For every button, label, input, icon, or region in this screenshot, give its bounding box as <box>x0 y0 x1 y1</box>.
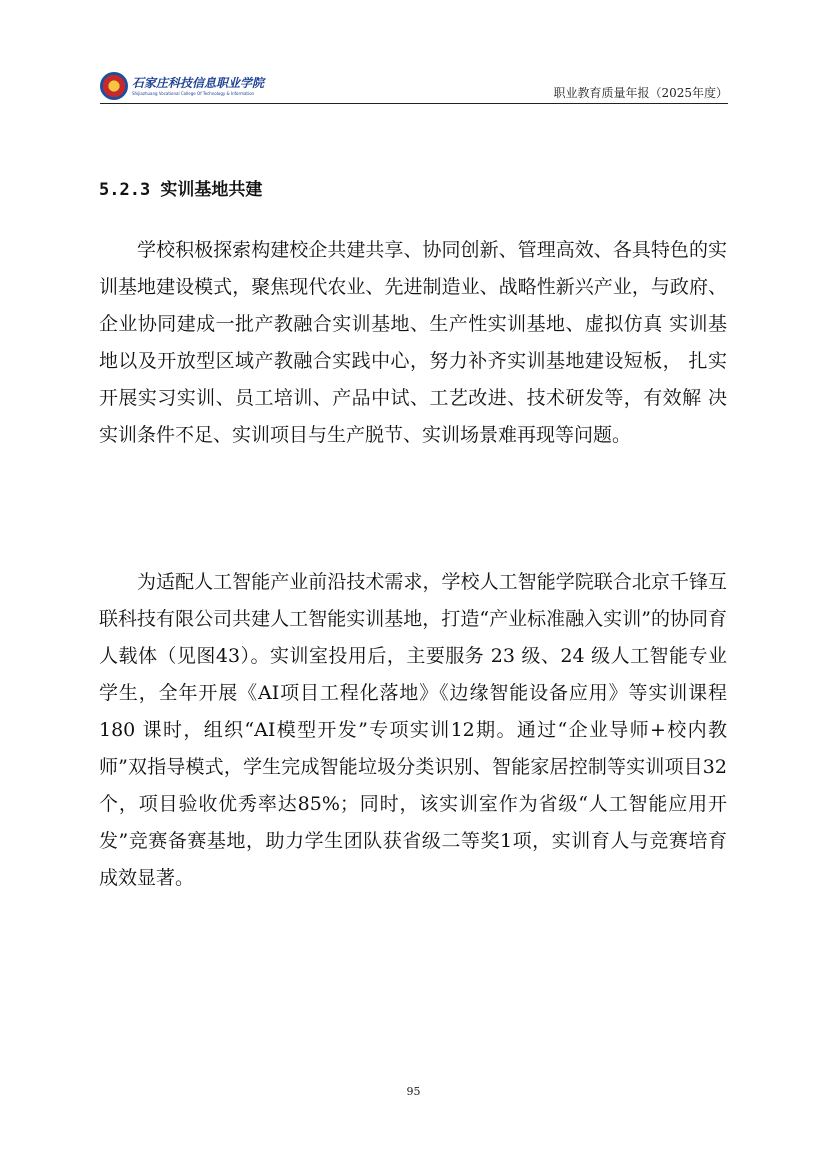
logo-chinese-name: 石家庄科技信息职业学院 <box>132 75 265 90</box>
logo-english-name: Shijiazhuang Vocational College Of Technology & Information <box>132 90 255 96</box>
college-seal-icon <box>100 72 128 100</box>
page-header <box>100 70 728 103</box>
college-logo <box>100 70 265 102</box>
body-paragraph-1: 学校积极探索构建校企共建共享、协同创新、管理高效、各具特色的实训基地建设模式，聚焦现代农业、先进制造业、战略性新兴产业，与政府、企业协同建成一批产教融合实训基地、生产性实训基地、虚拟仿真 实训基地以及开放型区域产教融合实践中心，努力补齐实训基地建设短板， 扎实开展实习实训、员工培训、产品中试、工艺改进、技术研发等，有效解 决实训条件不足、实训项目与生产脱节、实训场景难再现等问题。 <box>99 239 727 446</box>
report-title: 职业教育质量年报（2025年度） <box>553 86 728 100</box>
section-heading: 5.2.3 实训基地共建 <box>99 180 263 200</box>
body-paragraph-2: 为适配人工智能产业前沿技术需求，学校人工智能学院联合北京千锋互联科技有限公司共建人工智能实训基地，打造“产业标准融入实训”的协同育人载体（见图43）。实训室投用后，主要服务 23 级、24 级人工智能专业学生，全年开展《AI项目工程化落地》《边缘智能设备应用》等实训课程 180 课时，组织“AI模型开发”专项实训12期。通过“企业导师+校内教师”双指导模式，学生完成智能垃圾分类识别、智能家居控制等实训项目32个，项目验收优秀率达85%；同时，该实训室作为省级“人工智能应用开发”竞赛备赛基地，助力学生团队获省级二等奖1项，实训育人与竞赛培育成效显著。 <box>99 571 727 889</box>
header-divider <box>100 103 728 104</box>
logo-text <box>132 77 264 96</box>
page-number: 95 <box>406 1085 421 1098</box>
